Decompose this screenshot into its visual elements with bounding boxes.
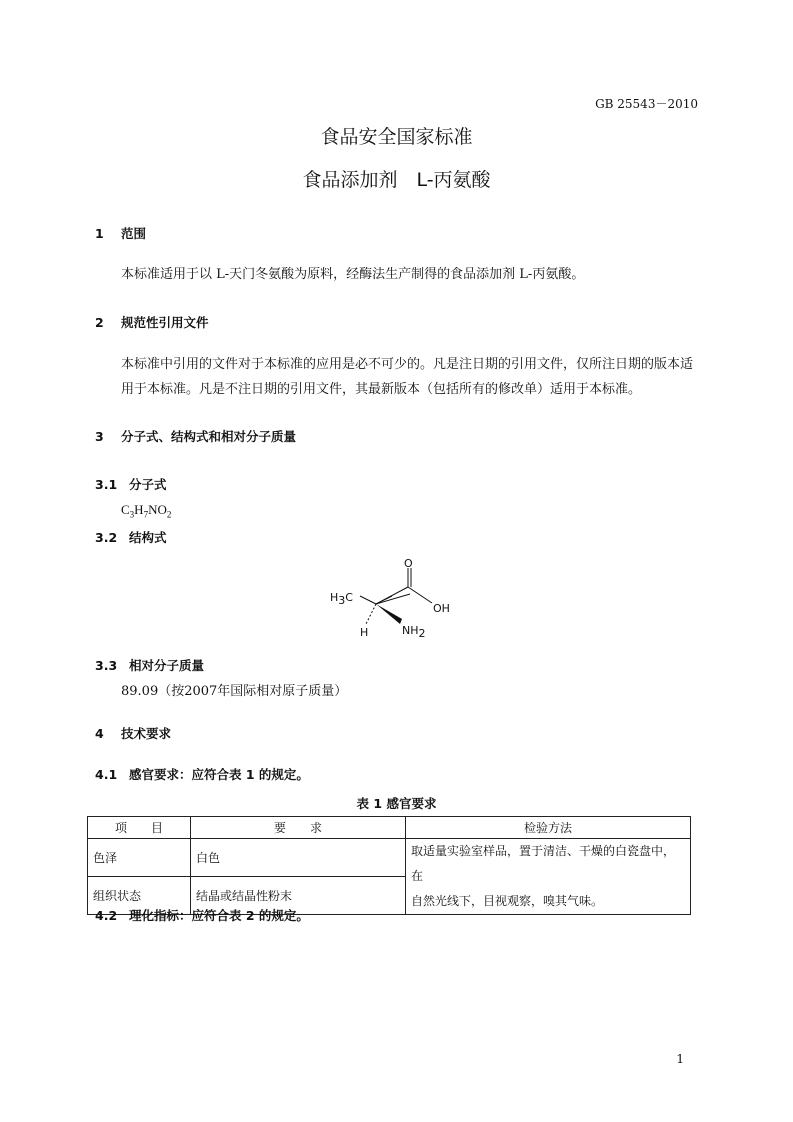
table-row (88, 839, 691, 877)
section-number: 2 (95, 315, 104, 330)
hash-bond (366, 604, 376, 624)
sensory-requirements-table (87, 816, 691, 915)
section-title: 结构式 (129, 530, 167, 545)
section-number: 3.2 (95, 530, 118, 545)
column-header: 项 目 (88, 817, 191, 839)
section-2-heading (95, 313, 209, 331)
section-title: 技术要求 (121, 726, 172, 741)
section-4-1-heading (95, 765, 309, 783)
column-header: 要 求 (191, 817, 406, 839)
method-line: 自然光线下，目视观察，嗅其气味。 (411, 894, 604, 908)
section-title: 感官要求：应符合表 1 的规定。 (129, 767, 309, 782)
section-3-2-heading (95, 528, 167, 546)
section-title: 相对分子质量 (129, 658, 205, 673)
section-1-heading (95, 224, 146, 242)
section-number: 4 (95, 726, 104, 741)
page-number: 1 (676, 1052, 684, 1066)
section-4-2-heading (95, 906, 309, 924)
section-number: 3 (95, 429, 104, 444)
table-cell: 组织状态 (88, 877, 191, 915)
section-title: 分子式、结构式和相对分子质量 (121, 429, 297, 444)
method-line: 取适量实验室样品，置于清洁、干燥的白瓷盘中，在 (411, 844, 676, 883)
section-3-3-heading (95, 656, 204, 674)
table-cell: 白色 (191, 839, 406, 877)
section-title: 规范性引用文件 (121, 315, 209, 330)
oxygen-label: O (404, 557, 413, 570)
section-number: 3.3 (95, 658, 118, 673)
section-title: 范围 (121, 226, 147, 241)
bond (360, 596, 376, 604)
section-4-heading (95, 724, 171, 742)
table-cell: 色泽 (88, 839, 191, 877)
section-title: 分子式 (129, 477, 167, 492)
paragraph: 本标准中引用的文件对于本标准的应用是必不可少的。凡是注日期的引用文件，仅所注日期的版本适用于本标准。凡是不注日期的引用文件，其最新版本（包括所有的修改单）适用于本标准。 (121, 357, 694, 397)
section-number: 1 (95, 226, 104, 241)
table-header-row (88, 817, 691, 839)
table-cell: 结晶或结晶性粉末 (191, 877, 406, 915)
structural-formula (322, 556, 462, 644)
section-3-heading (95, 427, 296, 445)
table-caption: 表 1 感官要求 (356, 796, 437, 811)
standard-number: GB 25543－2010 (595, 97, 698, 111)
section-title: 理化指标：应符合表 2 的规定。 (129, 908, 309, 923)
molecular-formula: $C_3H_7NO_2$ (121, 502, 172, 520)
column-header: 检验方法 (406, 817, 691, 839)
section-number: 3.1 (95, 477, 118, 492)
wedge-bond (376, 604, 402, 624)
document-subtitle: 食品添加剂 L-丙氨酸 (302, 169, 491, 191)
paragraph: 本标准适用于以 L-天门冬氨酸为原料，经酶法生产制得的食品添加剂 L-丙氨酸。 (121, 267, 585, 282)
section-3-1-heading (95, 475, 167, 493)
methyl-label: H3C (330, 591, 353, 607)
section-1-body (95, 262, 700, 287)
section-2-body (95, 352, 700, 402)
section-number: 4.2 (95, 908, 118, 923)
document-title: 食品安全国家标准 (320, 126, 473, 148)
amino-label: NH2 (402, 624, 426, 640)
molecular-mass: 89.09（按2007年国际相对原子质量） (121, 684, 348, 699)
section-number: 4.1 (95, 767, 118, 782)
hydroxyl-label: OH (433, 602, 450, 615)
bond (408, 587, 432, 603)
test-method-cell (406, 839, 691, 915)
hydrogen-label: H (360, 626, 369, 639)
